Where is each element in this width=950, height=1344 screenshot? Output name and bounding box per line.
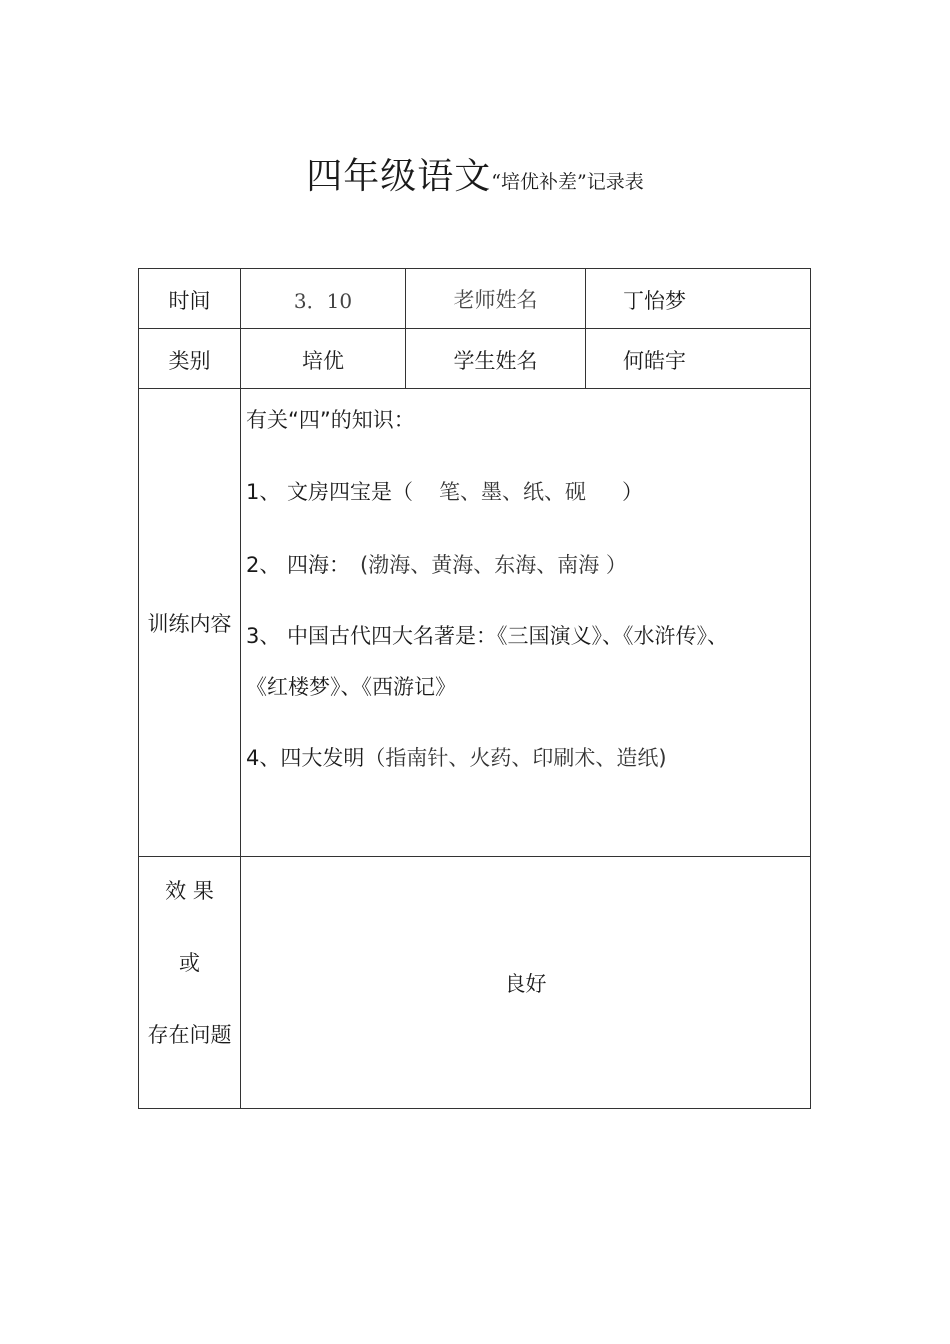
training-item-1 [246, 477, 643, 508]
effect-value: 良好 [504, 971, 547, 996]
teacher-label: 老师姓名 [453, 288, 538, 312]
category-value: 培优 [302, 349, 344, 373]
training-item-4 [246, 743, 667, 774]
record-table [138, 268, 811, 1109]
page-title [0, 148, 950, 199]
training-item-3-line-1: 3、 中国古代四大名著是：《三国演义》、《水浒传》、 [246, 624, 729, 648]
training-heading: 有关“四”的知识： [246, 408, 415, 432]
effect-label-line-3: 存在问题 [147, 1023, 232, 1047]
item-2-prefix: 2、 四海： [246, 553, 351, 577]
item-1-answer: 笔、墨、纸、砚 [439, 480, 587, 504]
student-name: 何皓宇 [623, 349, 686, 373]
training-item-2 [246, 550, 627, 581]
item-4-prefix: 4、四大发明（ [246, 746, 386, 770]
effect-label-line-1: 效 果 [165, 879, 214, 903]
title-main: 四年级语文 [306, 156, 492, 197]
item-1-prefix: 1、 文房四宝是（ [246, 480, 414, 504]
time-value: 3．10 [293, 288, 353, 313]
effect-label-line-2: 或 [179, 951, 200, 975]
item-1-suffix: ） [622, 480, 644, 504]
title-sub: “培优补差”记录表 [491, 171, 644, 193]
time-label: 时间 [168, 289, 211, 313]
training-item-3-line-2: 《红楼梦》、《西游记》 [246, 675, 456, 699]
student-label: 学生姓名 [453, 349, 538, 373]
column-divider [585, 269, 586, 389]
teacher-name: 丁怡梦 [623, 289, 686, 313]
category-label: 类别 [168, 349, 211, 373]
item-4-answer: 指南针、火药、印刷术、造纸) [385, 746, 667, 770]
training-label: 训练内容 [147, 611, 232, 636]
item-2-answer: (渤海、黄海、东海、南海 ） [360, 553, 627, 577]
